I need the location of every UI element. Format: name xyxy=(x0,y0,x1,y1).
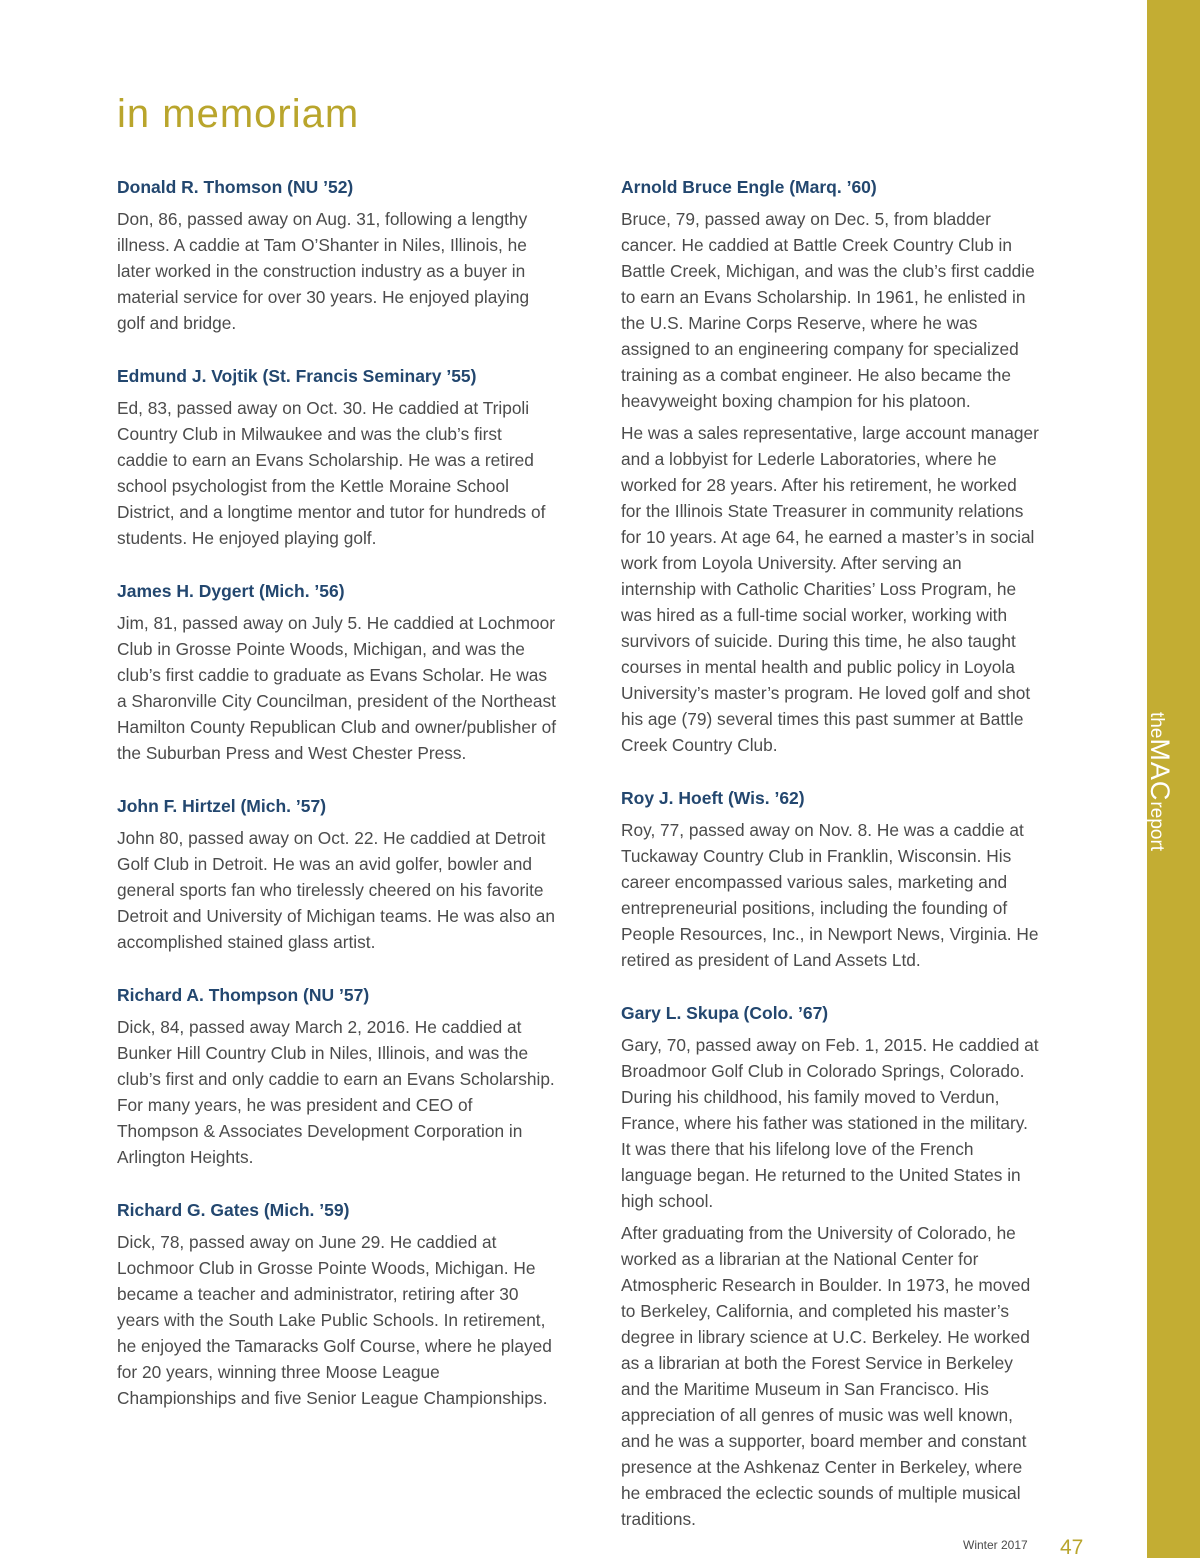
obituary-name: Gary L. Skupa (Colo. ’67) xyxy=(621,1003,829,1023)
page-title: in memoriam xyxy=(117,92,360,136)
obituary-entry xyxy=(117,174,557,336)
left-column xyxy=(117,174,557,1438)
obituary-entry xyxy=(117,982,557,1170)
obituary-name: Edmund J. Vojtik (St. Francis Seminary ’55) xyxy=(117,366,477,386)
obituary-text: Bruce, 79, passed away on Dec. 5, from bladder cancer. He caddied at Battle Creek Country Club in Battle Creek, Michigan, and was the club’s first caddie to earn an Evans Scholarship. In 1961, he enlisted in the U.S. Marine Corps Reserve, where he was assigned to an engineering company for specialized training as a combat engineer. He also became the heavyweight boxing champion for his platoon. xyxy=(621,209,1035,411)
obituary-entry xyxy=(117,363,557,551)
obituary-entry xyxy=(117,578,557,766)
obituary-entry xyxy=(621,785,1041,973)
obituary-text: Jim, 81, passed away on July 5. He caddied at Lochmoor Club in Grosse Pointe Woods, Michigan, and was the club’s first caddie to graduate as Evans Scholar. He was a Sharonville City Councilman, president of the Northeast Hamilton County Republican Club and owner/publisher of the Suburban Press and West Chester Press. xyxy=(117,613,557,763)
obituary-entry xyxy=(117,1197,557,1411)
obituary-entry xyxy=(621,1000,1041,1532)
obituary-name: Richard G. Gates (Mich. ’59) xyxy=(117,1200,350,1220)
obituary-text: Gary, 70, passed away on Feb. 1, 2015. He caddied at Broadmoor Golf Club in Colorado Springs, Colorado. During his childhood, his family moved to Verdun, France, where his father was stationed in the military. It was there that his lifelong love of the French language began. He returned to the United States in high school. xyxy=(621,1035,1039,1211)
brand-prefix: the xyxy=(1146,712,1167,739)
obituary-name: Richard A. Thompson (NU ’57) xyxy=(117,985,370,1005)
obituary-text: Ed, 83, passed away on Oct. 30. He caddied at Tripoli Country Club in Milwaukee and was the club’s first caddie to earn an Evans Scholarship. He was a retired school psychologist from the Kettle Moraine School District, and a longtime mentor and tutor for hundreds of students. He enjoyed playing golf. xyxy=(117,398,546,548)
obituary-name: John F. Hirtzel (Mich. ’57) xyxy=(117,796,327,816)
obituary-entry xyxy=(117,793,557,955)
obituary-text: Roy, 77, passed away on Nov. 8. He was a caddie at Tuckaway Country Club in Franklin, Wisconsin. His career encompassed various sales, marketing and entrepreneurial positions, including the founding of People Resources, Inc., in Newport News, Virginia. He retired as president of Land Assets Ltd. xyxy=(621,820,1039,970)
obituary-name: James H. Dygert (Mich. ’56) xyxy=(117,581,345,601)
obituary-text: Dick, 84, passed away March 2, 2016. He caddied at Bunker Hill Country Club in Niles, Illinois, and was the club’s first and only caddie to earn an Evans Scholarship. For many years, he was president and CEO of Thompson & Associates Development Corporation in Arlington Heights. xyxy=(117,1017,555,1167)
brand-main: MAC xyxy=(1145,738,1175,802)
obituary-name: Donald R. Thomson (NU ’52) xyxy=(117,177,354,197)
obituary-text: Don, 86, passed away on Aug. 31, following a lengthy illness. A caddie at Tam O’Shanter in Niles, Illinois, he later worked in the construction industry as a buyer in material service for over 30 years. He enjoyed playing golf and bridge. xyxy=(117,209,530,333)
obituary-text: Dick, 78, passed away on June 29. He caddied at Lochmoor Club in Grosse Pointe Woods, Michigan. He became a teacher and administrator, retiring after 30 years with the South Lake Public Schools. In retirement, he enjoyed the Tamaracks Golf Course, where he played for 20 years, winning three Moose League Championships and five Senior League Championships. xyxy=(117,1232,552,1408)
right-column xyxy=(621,174,1041,1559)
brand-suffix: report xyxy=(1146,801,1167,852)
obituary-name: Roy J. Hoeft (Wis. ’62) xyxy=(621,788,805,808)
issue-label: Winter 2017 xyxy=(963,1538,1028,1552)
magazine-brand xyxy=(1145,712,1200,852)
page-number: 47 xyxy=(1060,1536,1084,1559)
obituary-text: After graduating from the University of Colorado, he worked as a librarian at the National Center for Atmospheric Research in Boulder. In 1973, he moved to Berkeley, California, and completed his master’s degree in library science at U.C. Berkeley. He worked as a librarian at both the Forest Service in Berkeley and the Maritime Museum in San Francisco. His appreciation of all genres of music was well known, and he was a supporter, board member and constant presence at the Ashkenaz Center in Berkeley, where he embraced the eclectic sounds of multiple musical traditions. xyxy=(621,1223,1031,1529)
obituary-name: Arnold Bruce Engle (Marq. ’60) xyxy=(621,177,877,197)
obituary-text: John 80, passed away on Oct. 22. He caddied at Detroit Golf Club in Detroit. He was an avid golfer, bowler and general sports fan who tirelessly cheered on his favorite Detroit and University of Michigan teams. He was also an accomplished stained glass artist. xyxy=(117,828,555,952)
obituary-entry xyxy=(621,174,1041,758)
obituary-text: He was a sales representative, large account manager and a lobbyist for Lederle Laboratories, where he worked for 28 years. After his retirement, he worked for the Illinois State Treasurer in community relations for 10 years. At age 64, he earned a master’s in social work from Loyola University. After serving an internship with Catholic Charities’ Loss Program, he was hired as a full-time social worker, working with survivors of suicide. During this time, he also taught courses in mental health and public policy in Loyola University’s master’s program. He loved golf and shot his age (79) several times this past summer at Battle Creek Country Club. xyxy=(621,423,1039,755)
